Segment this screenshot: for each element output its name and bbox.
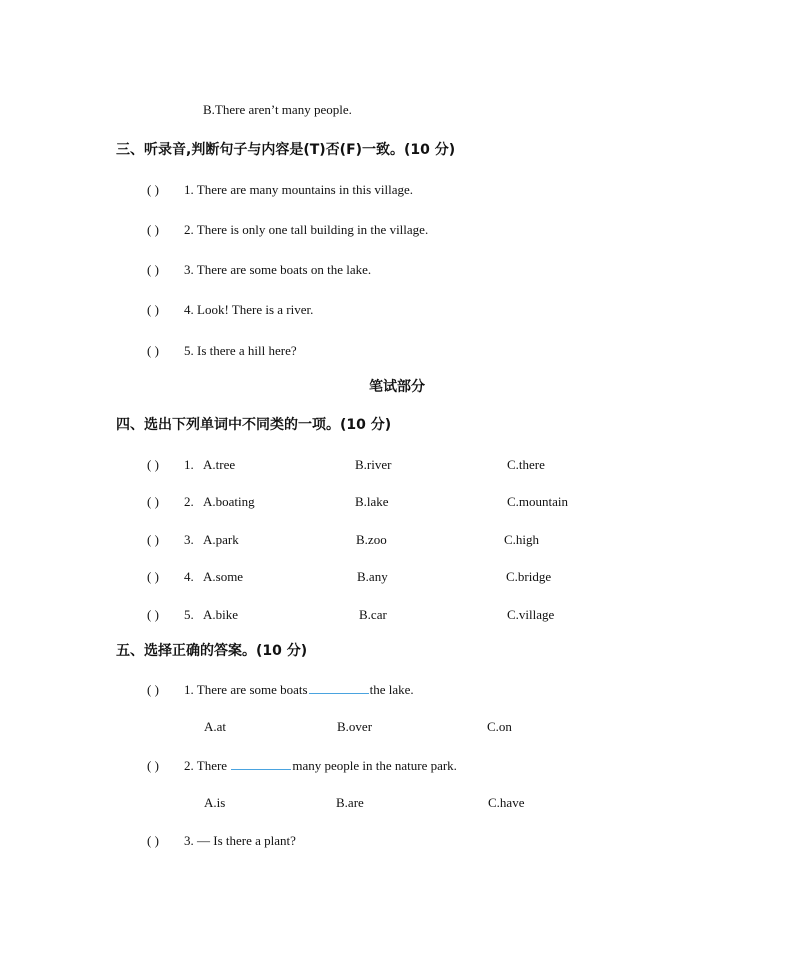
question-text-before: 1. There are some boats	[184, 682, 308, 697]
option-c: C.bridge	[506, 569, 552, 584]
section-3-title: 三、听录音,判断句子与内容是(T)否(F)一致。(10 分)	[116, 142, 456, 158]
question-text-before: 2. There	[184, 758, 228, 773]
item-number: 3.	[184, 532, 194, 547]
option-c: C.high	[504, 532, 540, 547]
answer-paren[interactable]: ( )	[147, 833, 159, 848]
option-c: C.village	[507, 607, 555, 622]
item-number: 5.	[184, 607, 194, 622]
option-c: C.mountain	[507, 494, 569, 509]
option-a: A.some	[203, 569, 244, 584]
answer-paren[interactable]: ( )	[147, 682, 159, 697]
answer-paren[interactable]: ( )	[147, 569, 159, 584]
option-b: B.any	[357, 569, 388, 584]
option-c: C.there	[507, 457, 545, 472]
item-text: 2. There is only one tall building in the village.	[184, 222, 429, 237]
item-text: 5. Is there a hill here?	[184, 343, 297, 358]
item-number: 1.	[184, 457, 194, 472]
section-4-title: 四、选出下列单词中不同类的一项。(10 分)	[116, 417, 392, 433]
item-text: 1. There are many mountains in this village.	[184, 182, 414, 197]
question-text-after: many people in the nature park.	[292, 758, 457, 773]
fill-in-blank[interactable]	[309, 681, 369, 694]
fill-in-blank[interactable]	[231, 757, 291, 770]
option-b: B.over	[337, 719, 373, 734]
option-a: A.at	[204, 719, 227, 734]
answer-paren[interactable]: ( )	[147, 182, 159, 197]
question-text	[184, 757, 457, 775]
answer-paren[interactable]: ( )	[147, 222, 159, 237]
option-a: A.park	[203, 532, 239, 547]
option-b: B.are	[336, 795, 364, 810]
option-b: B.lake	[355, 494, 389, 509]
question-text	[184, 681, 414, 699]
item-text: 4. Look! There is a river.	[184, 302, 314, 317]
written-part-title: 笔试部分	[369, 379, 425, 395]
option-b: B.car	[359, 607, 387, 622]
answer-paren[interactable]: ( )	[147, 457, 159, 472]
question-text: 3. — Is there a plant?	[184, 833, 296, 848]
answer-paren[interactable]: ( )	[147, 494, 159, 509]
answer-paren[interactable]: ( )	[147, 758, 159, 773]
section-5-title: 五、选择正确的答案。(10 分)	[116, 643, 308, 659]
option-b: B.zoo	[356, 532, 387, 547]
option-a: A.bike	[203, 607, 239, 622]
option-b: B.river	[355, 457, 392, 472]
option-a: A.tree	[203, 457, 236, 472]
answer-paren[interactable]: ( )	[147, 532, 159, 547]
option-b-previous-question: B.There aren’t many people.	[203, 102, 352, 117]
question-text-after: the lake.	[369, 682, 414, 697]
option-c: C.have	[488, 795, 525, 810]
item-number: 4.	[184, 569, 194, 584]
item-text: 3. There are some boats on the lake.	[184, 262, 372, 277]
option-a: A.boating	[203, 494, 255, 509]
answer-paren[interactable]: ( )	[147, 607, 159, 622]
answer-paren[interactable]: ( )	[147, 343, 159, 358]
option-c: C.on	[487, 719, 512, 734]
answer-paren[interactable]: ( )	[147, 302, 159, 317]
answer-paren[interactable]: ( )	[147, 262, 159, 277]
item-number: 2.	[184, 494, 194, 509]
option-a: A.is	[204, 795, 226, 810]
